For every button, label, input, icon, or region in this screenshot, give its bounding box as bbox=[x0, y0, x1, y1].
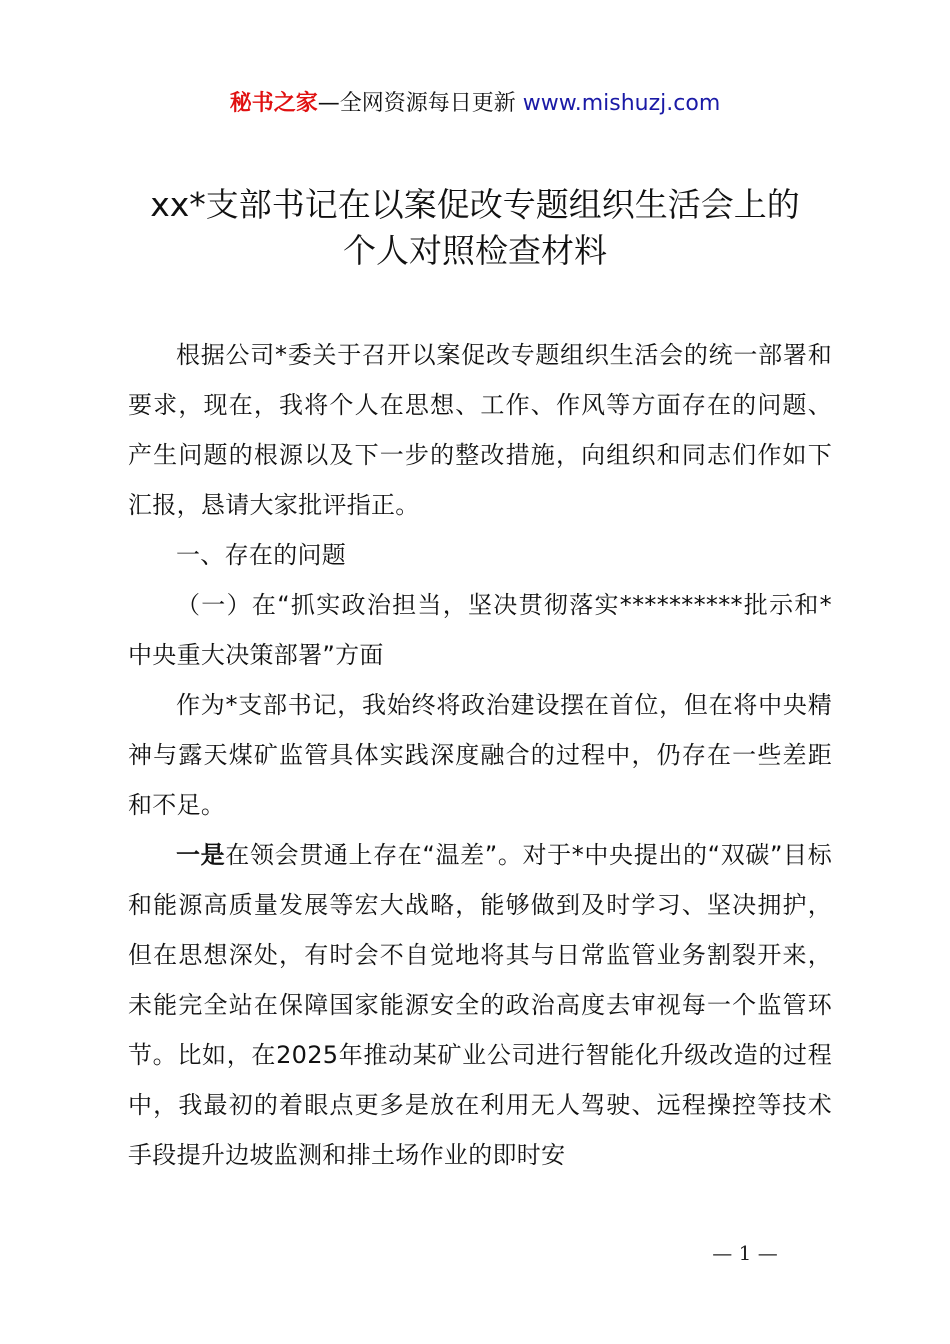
subsection-heading: （一）在“抓实政治担当，坚决贯彻落实**********批示和*中央重大决策部署”方面 bbox=[128, 591, 832, 669]
intro-paragraph: 根据公司*委关于召开以案促改专题组织生活会的统一部署和要求，现在，我将个人在思想、工作、作风等方面存在的问题、产生问题的根源以及下一步的整改措施，向组织和同志们作如下汇报，恳请大家批评指正。 bbox=[128, 341, 832, 519]
site-url-link[interactable]: www.mishuzj.com bbox=[522, 91, 721, 116]
point-one-text: 在领会贯通上存在“温差”。对于*中央提出的“双碳”目标和能源高质量发展等宏大战略，能够做到及时学习、坚决拥护，但在思想深处，有时会不自觉地将其与日常监管业务割裂开来，未能完全站在保障国家能源安全的政治高度去审视每一个监管环节。比如，在2025年推动某矿业公司进行智能化升级改造的过程中，我最初的着眼点更多是放在利用无人驾驶、远程操控等技术手段提升边坡监测和排土场作业的即时安 bbox=[128, 841, 832, 1169]
title-line-1: xx*支部书记在以案促改专题组织生活会上的 bbox=[150, 185, 800, 224]
page-number: — 1 — bbox=[712, 1241, 778, 1265]
site-banner bbox=[0, 88, 950, 120]
point-one-lead: 一是 bbox=[176, 841, 226, 869]
section-heading: 一、存在的问题 bbox=[176, 541, 347, 569]
site-slogan: —全网资源每日更新 bbox=[317, 91, 523, 116]
subsection-intro-paragraph: 作为*支部书记，我始终将政治建设摆在首位，但在将中央精神与露天煤矿监管具体实践深度融合的过程中，仍存在一些差距和不足。 bbox=[128, 691, 832, 819]
point-one-paragraph bbox=[128, 830, 832, 1180]
document-title bbox=[0, 182, 950, 274]
site-brand: 秘书之家 bbox=[229, 91, 318, 116]
document-body bbox=[128, 330, 832, 1180]
title-line-2: 个人对照检查材料 bbox=[343, 231, 607, 270]
